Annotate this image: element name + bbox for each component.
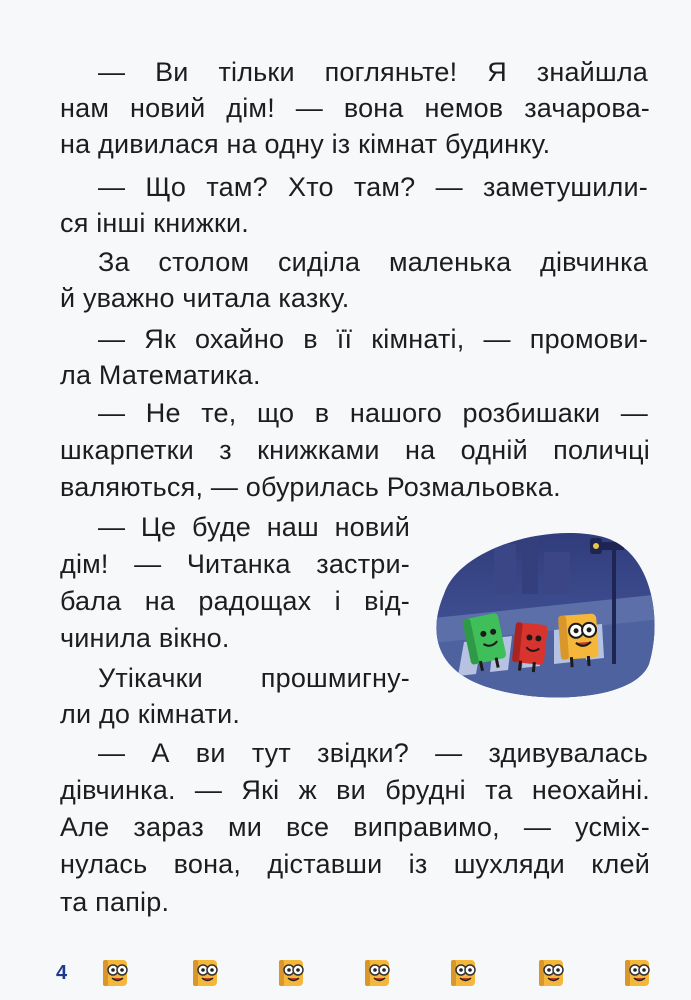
smiling-book-with-glasses-icon (362, 956, 392, 990)
text-line: бала на радощах і від- (60, 586, 410, 616)
smiling-book-with-glasses-icon (276, 956, 306, 990)
smiling-book-with-glasses-icon (190, 956, 220, 990)
page-number: 4 (56, 962, 68, 984)
smiling-book-with-glasses-icon (100, 956, 130, 990)
text-line: на дивилася на одну із кімнат будинку. (60, 129, 551, 159)
smiling-book-with-glasses-icon (536, 956, 566, 990)
text-line: — Не те, що в нашого розбишаки — (98, 398, 648, 428)
text-line: — Це буде наш новий (98, 512, 410, 542)
footer-mascot-row (0, 956, 691, 996)
text-line: — Ви тільки погляньте! Я знайшла (98, 57, 648, 87)
text-line: ла Математика. (60, 360, 261, 390)
smiling-book-with-glasses-icon (622, 956, 652, 990)
text-line: та папір. (60, 887, 170, 917)
text-line: Але зараз ми все виправимо, — усміх- (60, 812, 650, 842)
text-line: ся інші книжки. (60, 208, 249, 238)
text-line: — Як охайно в її кімнаті, — промови- (98, 324, 648, 354)
smiling-book-with-glasses-icon (448, 956, 478, 990)
text-line: дім! — Читанка застри- (60, 549, 410, 579)
text-line: й уважно читала казку. (60, 283, 350, 313)
text-line: ли до кімнати. (60, 699, 241, 729)
text-line: Утікачки прошмигну- (98, 663, 410, 693)
text-line: шкарпетки з книжками на одній поличці (60, 435, 650, 465)
text-line: нулась вона, діставши із шухляди клей (60, 849, 650, 879)
text-line: дівчинка. — Які ж ви брудні та неохайні. (60, 775, 650, 805)
three-books-crossing-street-icon (424, 524, 662, 702)
text-line: чинила вікно. (60, 623, 230, 653)
text-line: За столом сиділа маленька дівчинка (98, 247, 648, 277)
text-line: валяються, — обурилась Розмальовка. (60, 472, 561, 502)
text-line: — Що там? Хто там? — заметушили- (98, 172, 648, 202)
text-line: нам новий дім! — вона немов зачарова- (60, 93, 650, 123)
text-line: — А ви тут звідки? — здивувалась (98, 738, 648, 768)
